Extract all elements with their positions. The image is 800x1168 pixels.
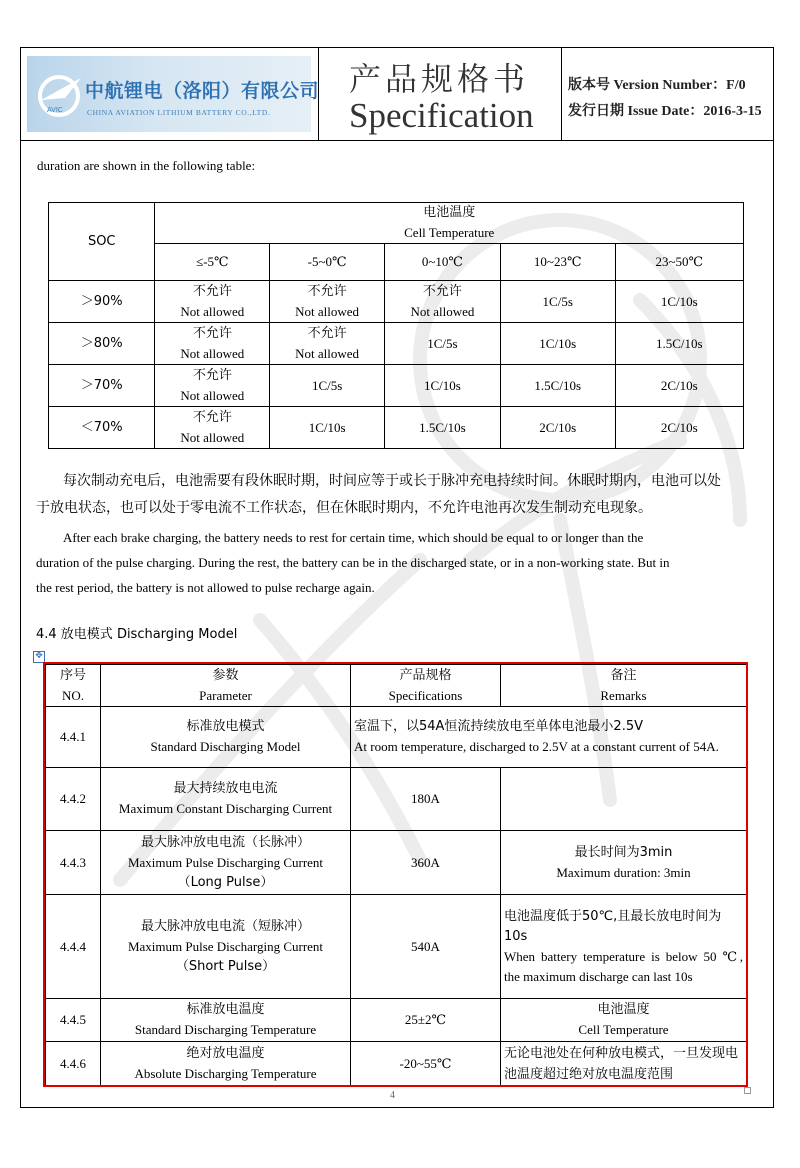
soc-cell: 1.5C/10s (385, 407, 501, 449)
soc-cell: 1.5C/10s (615, 323, 743, 365)
paragraph-en-line-1: After each brake charging, the battery needs to rest for certain time, which should be equal to or longer than the (63, 530, 644, 545)
table-row (46, 768, 747, 831)
row-spec: 25±2℃ (351, 999, 501, 1042)
table-row (46, 707, 747, 768)
company-name-en: CHINA AVIATION LITHIUM BATTERY CO.,LTD. (87, 108, 271, 117)
table-row (49, 407, 744, 449)
soc-cell: 不允许 Not allowed (270, 323, 385, 365)
temp-header-cn: 电池温度 (423, 205, 476, 220)
page-number: 4 (390, 1090, 395, 1101)
row-remark: 电池温度低于50℃,且最长放电时间为10s When battery temperature is below 50 ℃, the maximum discharge can last 10s (501, 895, 747, 999)
soc-cell: 1C/5s (500, 281, 615, 323)
row-parameter: 最大持续放电电流 Maximum Constant Discharging Current (101, 768, 351, 831)
company-logo (27, 56, 320, 132)
row-merged-description: 室温下，以54A恒流持续放电至单体电池最小2.5V At room temperature, discharged to 2.5V at a constant current of 54A. (351, 707, 747, 768)
row-remark (501, 768, 747, 831)
row-parameter: 最大脉冲放电电流（短脉冲） Maximum Pulse Discharging Current （Short Pulse） (101, 895, 351, 999)
table-row (46, 831, 747, 895)
soc-cell: 1C/10s (615, 281, 743, 323)
page-header (21, 48, 773, 141)
logo-label: AVIC (47, 107, 63, 114)
row-remark: 无论电池处在何种放电模式，一旦发现电池温度超过绝对放电温度范围 (501, 1042, 747, 1086)
header-no: 序号 NO. (46, 665, 101, 707)
temp-range-0: ≤-5℃ (155, 244, 270, 281)
soc-cell: 1C/10s (270, 407, 385, 449)
table-resize-handle[interactable] (744, 1087, 751, 1094)
row-spec: 540A (351, 895, 501, 999)
soc-cell: 不允许 Not allowed (155, 281, 270, 323)
row-no: 4.4.4 (46, 895, 101, 999)
version-number: 版本号 Version Number：F/0 (568, 78, 746, 93)
temp-range-3: 10~23℃ (500, 244, 615, 281)
soc-temperature-table (48, 202, 744, 449)
soc-cell: 1.5C/10s (500, 365, 615, 407)
company-name-cn: 中航锂电（洛阳）有限公司 (85, 80, 320, 102)
temp-range-2: 0~10℃ (385, 244, 501, 281)
soc-value: ＞90% (49, 281, 155, 323)
row-spec: -20~55℃ (351, 1042, 501, 1086)
row-parameter: 最大脉冲放电电流（长脉冲） Maximum Pulse Discharging Current （Long Pulse） (101, 831, 351, 895)
row-spec: 180A (351, 768, 501, 831)
row-spec: 360A (351, 831, 501, 895)
temp-header-en: Cell Temperature (404, 225, 495, 240)
logo-cell (21, 48, 319, 140)
temp-range-1: -5~0℃ (270, 244, 385, 281)
row-remark: 最长时间为3min Maximum duration: 3min (501, 831, 747, 895)
table-row (46, 999, 747, 1042)
soc-cell: 1C/5s (385, 323, 501, 365)
soc-cell: 1C/10s (385, 365, 501, 407)
table-move-handle-icon[interactable]: ✥ (33, 651, 45, 663)
row-no: 4.4.6 (46, 1042, 101, 1086)
title-cn: 产品规格书 (349, 60, 530, 98)
soc-cell: 1C/10s (500, 323, 615, 365)
table-row (46, 1042, 747, 1086)
soc-cell: 2C/10s (500, 407, 615, 449)
row-no: 4.4.2 (46, 768, 101, 831)
soc-header: SOC (49, 203, 155, 281)
soc-value: ＞80% (49, 323, 155, 365)
soc-value: ＞70% (49, 365, 155, 407)
soc-rows (49, 281, 744, 449)
table-row (49, 365, 744, 407)
paragraph-en-line-2: duration of the pulse charging. During the rest, the battery can be in the discharged state, or in a non-working state. But in (36, 555, 670, 570)
soc-cell: 不允许 Not allowed (385, 281, 501, 323)
section-title-text: 4.4 放电模式 Discharging Model (36, 627, 238, 642)
discharge-model-table (45, 664, 747, 1086)
soc-cell: 2C/10s (615, 407, 743, 449)
paragraph-en-line-3: the rest period, the battery is not allowed to pulse recharge again. (36, 580, 375, 595)
table-row (46, 895, 747, 999)
title-cell (319, 48, 562, 140)
temp-range-4: 23~50℃ (615, 244, 743, 281)
soc-value: ＜70% (49, 407, 155, 449)
row-parameter: 绝对放电温度 Absolute Discharging Temperature (101, 1042, 351, 1086)
row-no: 4.4.1 (46, 707, 101, 768)
issue-date: 发行日期 Issue Date：2016-3-15 (568, 104, 762, 119)
avic-logo-icon (35, 70, 87, 118)
title-en: Specification (349, 96, 534, 135)
table-row (49, 281, 744, 323)
row-no: 4.4.3 (46, 831, 101, 895)
row-remark: 电池温度 Cell Temperature (501, 999, 747, 1042)
version-cell (562, 48, 773, 140)
paragraph-cn-line-2: 于放电状态，也可以处于零电流不工作状态，但在休眠时期内，不允许电池再次发生制动充电现象。 (36, 500, 652, 516)
soc-cell: 不允许 Not allowed (155, 407, 270, 449)
row-no: 4.4.5 (46, 999, 101, 1042)
discharge-header-row (46, 665, 747, 707)
soc-cell: 1C/5s (270, 365, 385, 407)
row-parameter: 标准放电模式 Standard Discharging Model (101, 707, 351, 768)
paragraph-cn-line-1: 每次制动充电后，电池需要有段休眠时期，时间应等于或长于脉冲充电持续时间。休眠时期内，电池可以处 (63, 473, 721, 489)
soc-cell: 不允许 Not allowed (270, 281, 385, 323)
table-row (49, 323, 744, 365)
row-parameter: 标准放电温度 Standard Discharging Temperature (101, 999, 351, 1042)
header-remarks: 备注 Remarks (501, 665, 747, 707)
header-specifications: 产品规格 Specifications (351, 665, 501, 707)
temp-header (155, 203, 744, 244)
header-parameter: 参数 Parameter (101, 665, 351, 707)
intro-text: duration are shown in the following table: (37, 158, 256, 173)
soc-cell: 2C/10s (615, 365, 743, 407)
soc-cell: 不允许 Not allowed (155, 365, 270, 407)
soc-cell: 不允许 Not allowed (155, 323, 270, 365)
section-title (36, 621, 237, 647)
